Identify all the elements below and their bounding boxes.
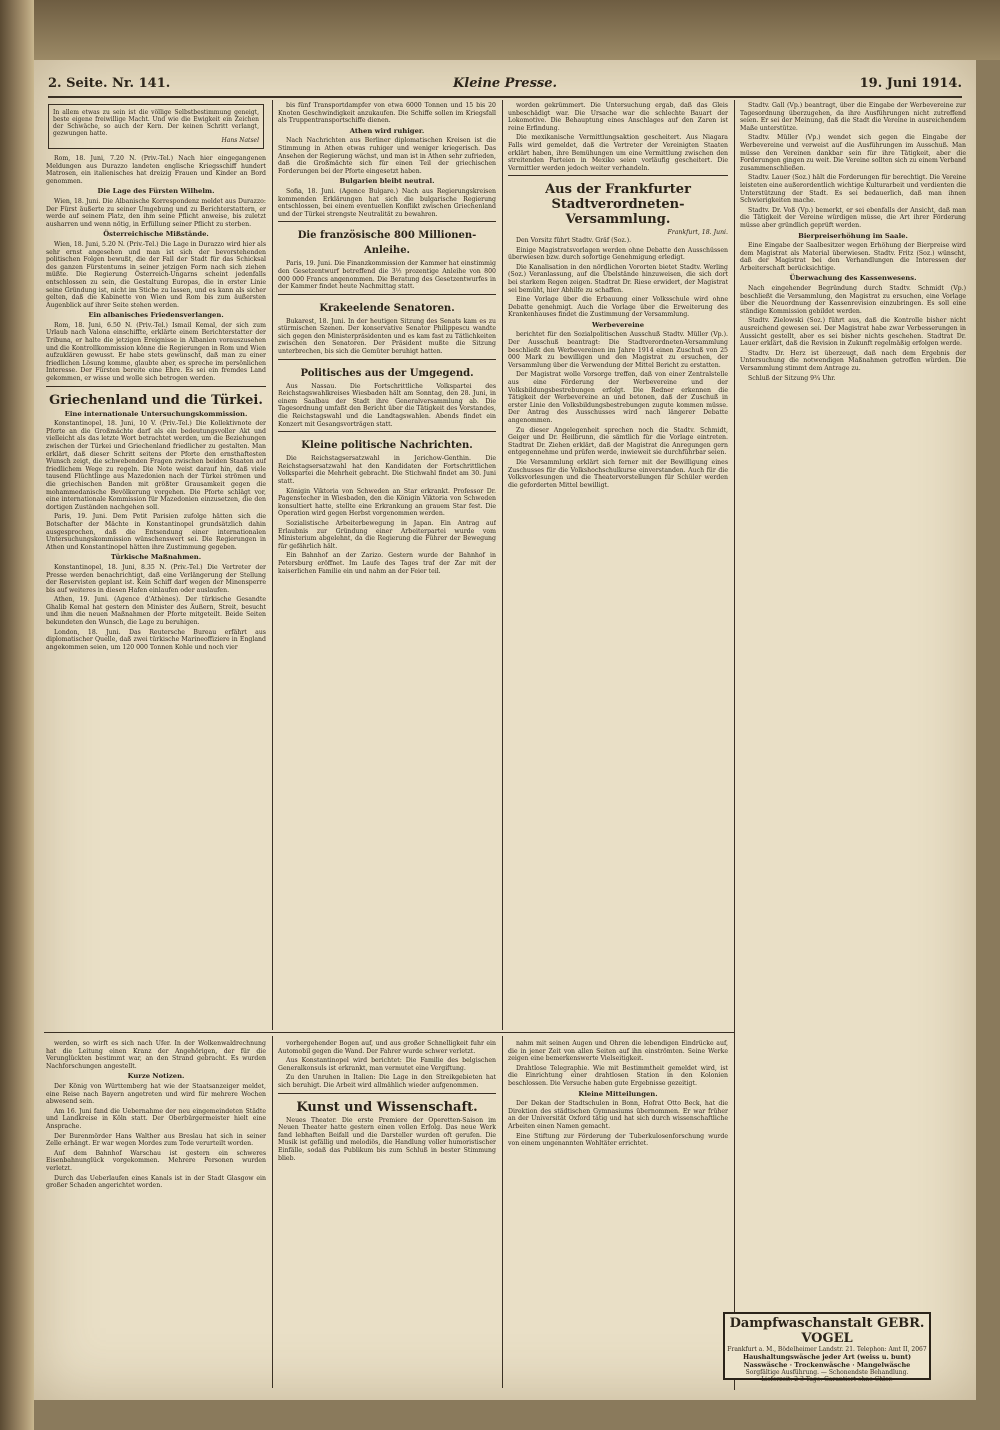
article-paragraph: Einige Magistratsvorlagen werden ohne Debatte den Ausschüssen überwiesen bzw. durch sofortige Genehmigung erledigt. xyxy=(508,246,728,262)
article-paragraph: Sofia, 18. Juni. (Agence Bulgare.) Nach aus Regierungskreisen kommenden Erklärungen hat sich die bulgarische Regierung entschlossen, bei einem eventuellen Konflikt zwischen Griechenland und der Türkei strengste Neutralität zu bewahren. xyxy=(278,187,496,218)
column-3 xyxy=(508,102,728,1030)
ad-line: Lieferzeit: 2-3 Tage. Garantiert ohne Chlor. xyxy=(761,1376,893,1383)
column-1 xyxy=(46,102,266,1030)
article-paragraph: Eine Vorlage über die Erbauung einer Volksschule wird ohne Debatte genehmigt. Auch die Vorlage über die Erweiterung des Krankenhauses findet die Zustimmung der Versammlung. xyxy=(508,296,728,319)
ad-line: Nasswäsche · Trockenwäsche · Mangelwäsche xyxy=(743,1361,911,1369)
article-paragraph: Wien, 18. Juni. Die Albanische Korrespondenz meldet aus Durazzo: Der Fürst äußerte zu seiner Umgebung und zu Berichterstattern, er werde auf seinem Platz, den ihm seine Pflicht anweise, bis zuletzt ausharren und wenn nötig, in Erfüllung seiner Pflicht zu sterben. xyxy=(46,197,266,228)
article-paragraph: Die mexikanische Vermittlungsaktion gescheitert. Aus Niagara Falls wird gemeldet, daß die Vertreter der Vereinigten Staaten erklärt haben, ihre Bemühungen um eine Vermittlung zwischen den streitenden Parteien in Mexiko seien vorläufig gescheitert. Die Vermittler werden jedoch weiter verhandeln. xyxy=(508,134,728,172)
article-subheading: Athen wird ruhiger. xyxy=(349,126,425,135)
article-paragraph: Stadtv. Gall (Vp.) beantragt, über die Eingabe der Werbevereine zur Tagesordnung überzugehen, da ihre Ausführungen nicht zutreffend seien. Er sei der Meinung, daß die Stadt die Vereine in ausreichendem Maße unterstütze. xyxy=(740,102,966,132)
divider xyxy=(278,1093,496,1094)
article-subheading: Bulgarien bleibt neutral. xyxy=(339,177,435,186)
article-paragraph: Die Versammlung erklärt sich ferner mit der Bewilligung eines Zuschusses für die Volkshochschulkurse einverstanden. Auch für die Volksvorlesungen und die Theatervorstellungen für Schüler werden die geforderten Mittel bewilligt. xyxy=(508,458,728,489)
article-paragraph: Schluß der Sitzung 9¾ Uhr. xyxy=(748,374,836,382)
article-paragraph: Stadtv. Müller (Vp.) wendet sich gegen die Eingabe der Werbevereine und verweist auf die Ausführungen im Ausschuß. Man müsse den Vereinen dankbar sein für ihre Tätigkeit, aber die Forderungen gingen zu weit. Die Vereine sollten sich zu einem Verband zusammenschließen. xyxy=(740,134,966,172)
bottom-column-3 xyxy=(508,1040,728,1388)
advertisement xyxy=(723,1312,931,1383)
article-subheading: Kleine Mitteilungen. xyxy=(578,1089,658,1098)
quote-text: In allem etwas zu sein ist die völlige Selbstbestimmung geneigt, beste eigene freiwillige Macht. Und wie die Ewigkeit ein Zeichen der Schwäche, so auch der Kern. Der keinen Schritt verlangt, gezwungen hatte. xyxy=(53,109,259,137)
article-paragraph: Die Kanalisation in den nördlichen Vororten bietet Stadtv. Werling (Soz.) Veranlassung, auf die Übelstände hinzuweisen, die sich dort bei starkem Regen zeigen. Stadtrat Dr. Riese erwidert, der Magistrat sei bemüht, hier Abhilfe zu schaffen. xyxy=(508,263,728,294)
article-paragraph: Aus Konstantinopel wird berichtet: Die Familie des belgischen Generalkonsuls ist erkrankt, man vermutet eine Vergiftung. xyxy=(278,1057,496,1072)
article-subheading: Kurze Notizen. xyxy=(127,1072,185,1081)
article-paragraph: Stadtv. Dr. Voß (Vp.) bemerkt, er sei ebenfalls der Ansicht, daß man die Tätigkeit der Vereine würdigen müsse, die Art ihrer Förderung müsse aber gründlich geprüft werden. xyxy=(740,206,966,229)
page-header xyxy=(48,74,962,98)
divider xyxy=(46,386,266,387)
article-paragraph: Neues Theater. Die erste Premiere der Operetten-Saison im Neuen Theater hatte gestern einen vollen Erfolg. Das neue Werk fand lebhaften Beifall und die Darsteller wurden oft gerufen. Die Musik ist gefällig und melodiös, die Handlung voller humoristischer Einfälle, sodaß das Publikum bis zum Schluß in bester Stimmung blieb. xyxy=(278,1116,496,1162)
column-2 xyxy=(278,102,496,1030)
article-paragraph: Am 16. Juni fand die Uebernahme der neu eingemeindeten Städte und Landkreise in Köln statt. Der Oberbürgermeister hielt eine Ansprache. xyxy=(46,1107,266,1130)
newspaper-page xyxy=(34,60,976,1400)
column-rule xyxy=(734,100,735,1390)
article-paragraph: Die Reichstagsersatzwahl in Jerichow-Genthin. Die Reichstagsersatzwahl hat den Kandidaten der Fortschrittlichen Volkspartei die Mehrheit gebracht. Die Stichwahl findet am 30. Juni statt. xyxy=(278,455,496,485)
article-paragraph: Wien, 18. Juni, 5.20 N. (Priv.-Tel.) Die Lage in Durazzo wird hier als sehr ernst angesehen und man ist sich der bevorstehenden politischen Folgen bewußt, die der Fall der Stadt für das Schicksal des ganzen Fürstentums in seiner jetzigen Form nach sich ziehen müßte. Die Regierung Österreich-Ungarns scheint jedenfalls entschlossen zu sein, die Gestaltung Europas, die in erster Linie seine Gründung ist, nicht im Stiche zu lassen, und es kann als sicher gelten, daß die Kabinette von Wien und Rom bis zum äußersten Augenblick auf ihrer Seite stehen werden. xyxy=(46,240,266,309)
article-paragraph: Der Burenmörder Hans Walther aus Breslau hat sich in seiner Zelle erhängt. Er war wegen Mordes zum Tode verurteilt worden. xyxy=(46,1132,266,1148)
article-paragraph: Sozialistische Arbeiterbewegung in Japan. Ein Antrag auf Erlaubnis zur Gründung einer Arbeiterpartei wurde vom Ministerium abgelehnt, da die Regierung die Führer der Bewegung für gefährlich hält. xyxy=(278,519,496,550)
article-paragraph: Konstantinopel, 18. Juni, 8.35 N. (Priv.-Tel.) Die Vertreter der Presse werden benachrichtigt, daß eine Verlängerung der Stellung der Reservisten geplant ist. Kein Schiff darf wegen der Minensperre bis auf weiteres in diesen Hafen einlaufen oder auslaufen. xyxy=(46,563,266,594)
article-paragraph: worden gekrümmert. Die Untersuchung ergab, daß das Gleis unbeschädigt war. Die Ursache war die schlechte Bauart der Lokomotive. Die Behauptung eines Anschlages auf den Zaren ist reine Erfindung. xyxy=(508,102,728,132)
article-paragraph: werden, so wirft es sich nach Ufer. In der Wolkenwaldrechnung hat die Leitung einen Kranz der Angehörigen, der für die Verunglückten bestimmt war, an den Strand gebracht. Es wurden Nachforschungen angestellt. xyxy=(46,1040,266,1070)
article-paragraph: berichtet für den Sozialpolitischen Ausschuß Stadtv. Müller (Vp.). Der Ausschuß beantragt: Die Stadtverordneten-Versammlung beschließt den Werbevereinen im Jahre 1914 einen Zuschuß von 25 000 Mark zu bewilligen und den Magistrat zu ersuchen, der Versammlung über die Verwendung der Mittel Bericht zu erstatten. xyxy=(508,331,728,369)
article-paragraph: Der Dekan der Stadtschulen in Bonn, Hofrat Otto Beck, hat die Direktion des städtischen Gymnasiums übernommen. Er war früher an der Universität Oxford tätig und hat sich durch wissenschaftliche Arbeiten einen Namen gemacht. xyxy=(508,1100,728,1130)
ad-title: Dampfwaschanstalt GEBR. VOGEL xyxy=(729,1316,925,1346)
article-paragraph: nahm mit seinen Augen und Ohren die lebendigen Eindrücke auf, die in jener Zeit von allen Seiten auf ihn einströmten. Seine Werke zeigen eine bemerkenswerte Vielseitigkeit. xyxy=(508,1040,728,1063)
newspaper-title: Kleine Presse. xyxy=(452,76,558,91)
quote-signature: Hans Natsel xyxy=(221,137,259,144)
article-paragraph: Rom, 18. Juni, 6.50 N. (Priv.-Tel.) Ismail Kemal, der sich zum Urlaub nach Valona einschiffte, erklärte einem Berichterstatter der Tribuna, er halte die jetzigen Ereignisse in Albanien vorauszusehen und die Kontrollkommission könne die Regierungen in Rom und Wien aufzuklären gewusst. Er habe stets gewünscht, daß man zu einer friedlichen Lösung komme, glaubte aber, es spreche im persönlichen Interesse. Der Fürsten bereite eine Ehre. Es sei ein fremdes Land gekommen, er wisse und wolle sich betrogen werden. xyxy=(46,321,266,383)
column-rule xyxy=(272,1036,273,1388)
section-heading: Aus der Frankfurter Stadtverordneten-Versammlung. xyxy=(545,182,691,228)
divider xyxy=(508,175,728,176)
divider xyxy=(278,294,496,295)
article-paragraph: Bukarest, 18. Juni. In der heutigen Sitzung des Senats kam es zu stürmischen Szenen. Der konservative Senator Philippescu wandte sich gegen den Ministerpräsidenten und es kam fast zu Tätlichkeiten zwischen den Senatoren. Der Präsident mußte die Sitzung unterbrechen, bis sich die Gemüter beruhigt hatten. xyxy=(278,317,496,356)
article-paragraph: bis fünf Transportdampfer von etwa 6000 Tonnen und 15 bis 20 Knoten Geschwindigkeit anzukaufen. Die Schiffe sollen im Kriegsfall als Truppentransportschiffe dienen. xyxy=(278,102,496,125)
article-paragraph: Zu dieser Angelegenheit sprechen noch die Stadtv. Schmidt, Geiger und Dr. Heilbrunn, die sämtlich für die Vorlage eintreten. Stadtrat Dr. Ziehen erklärt, daß der Magistrat die Anregungen gern entgegennehme und prüfen werde, inwieweit sie durchführbar seien. xyxy=(508,426,728,457)
article-paragraph: Königin Viktoria von Schweden an Star erkrankt. Professor Dr. Pagenstecher in Wiesbaden, den die Königin Viktoria von Schweden konsultiert hatte, stellte eine Erkrankung an grauem Star fest. Die Operation wird gegen Herbst vorgenommen werden. xyxy=(278,487,496,518)
article-subheading: Eine internationale Untersuchungskommission. xyxy=(64,409,248,418)
article-paragraph: Eine Stiftung zur Förderung der Tuberkulosenforschung wurde von einem ungenannten Wohltäter errichtet. xyxy=(508,1132,728,1148)
bottom-column-2 xyxy=(278,1040,496,1388)
article-paragraph: Stadtv. Lauer (Soz.) hält die Forderungen für berechtigt. Die Vereine leisteten eine außerordentlich wichtige Kulturarbeit und verdienten die Unterstützung der Stadt. Es sei bedauerlich, daß man ihnen Schwierigkeiten mache. xyxy=(740,174,966,205)
article-subheading: Österreichische Mißstände. xyxy=(103,230,209,239)
article-subheading: Überwachung des Kassenwesens. xyxy=(789,274,917,283)
article-paragraph: Ein Bahnhof an der Zarizo. Gestern wurde der Bahnhof in Petersburg eröffnet. Im Laufe des Tages traf der Zar mit der kaiserlichen Familie ein und nahm an der Feier teil. xyxy=(278,552,496,575)
article-paragraph: vorhergehender Bogen auf, und aus großer Schnelligkeit fuhr ein Automobil gegen die Wand. Der Fahrer wurde schwer verletzt. xyxy=(278,1040,496,1055)
section-rule xyxy=(44,1032,734,1033)
article-paragraph: Rom, 18. Juni, 7.20 N. (Priv.-Tel.) Nach hier eingegangenen Meldungen aus Durazzo landeten englische Kriegsschiff hundert Matrosen, ein italienisches hat dreizig Frauen und Kinder an Bord genommen. xyxy=(46,155,266,185)
dateline: Frankfurt, 18. Juni. xyxy=(667,229,728,237)
article-paragraph: Nach eingehender Begründung durch Stadtv. Schmidt (Vp.) beschließt die Versammlung, den Magistrat zu ersuchen, eine Vorlage über die Neuordnung der Kassenrevision einzubringen. Es soll eine ständige Kommission gebildet werden. xyxy=(740,285,966,315)
article-paragraph: Der König von Württemberg hat wie der Staatsanzeiger meldet, eine Reise nach Bayern angetreten und wird für mehrere Wochen abwesend sein. xyxy=(46,1082,266,1106)
section-heading: Griechenland und die Türkei. xyxy=(49,392,263,408)
section-heading: Die französische 800 Millionen-Anleihe. xyxy=(297,230,477,257)
article-subheading: Bierpreiserhöhung im Saale. xyxy=(798,231,908,240)
article-paragraph: Der Magistrat wolle Vorsorge treffen, daß von einer Zentralstelle aus eine Förderung der Werbevereine und der Volksbildungsbestrebungen erfolgt. Die Redner erkennen die Tätigkeit der Werbevereine an und betonen, daß der Zuschuß in erster Linie den Volksbildungsbestrebungen zugute kommen müsse. Der Antrag des Ausschusses wird nach längerer Debatte angenommen. xyxy=(508,371,728,424)
article-paragraph: Athen, 19. Juni. (Agence d'Athènes). Der türkische Gesandte Ghalib Kemal hat gestern den Minister des Äußern, Streit, besucht und ihm die neuen Maßnahmen der Pforte mitgeteilt. Beide Seiten bekundeten den Wunsch, die Lage zu beruhigen. xyxy=(46,596,266,627)
article-paragraph: Zu den Unruhen in Italien: Die Lage in den Streikgebieten hat sich beruhigt. Die Arbeit wird allmählich wieder aufgenommen. xyxy=(278,1074,496,1089)
page-number: 2. Seite. Nr. 141. xyxy=(48,76,171,91)
article-subheading: Ein albanisches Friedensverlangen. xyxy=(88,311,224,320)
article-paragraph: London, 18. Juni. Das Reutersche Bureau erfährt aus diplomatischer Quelle, daß zwei türkische Marineoffiziere in England angekommen seien, um 120 000 Tonnen Kohle und noch vier xyxy=(46,628,266,651)
article-paragraph: Paris, 19. Juni. Dem Petit Parisien zufolge hätten sich die Botschafter der Mächte in Konstantinopel grundsätzlich dahin ausgesprochen, daß die Entsendung einer internationalen Untersuchungskommission wünschenswert sei. Die Regierungen in Athen und Konstantinopel hätten ihre Zustimmung gegeben. xyxy=(46,513,266,551)
article-subheading: Türkische Maßnahmen. xyxy=(110,553,202,562)
article-paragraph: Stadtv. Dr. Herz ist überzeugt, daß nach dem Ergebnis der Untersuchung die notwendigen Maßnahmen getroffen würden. Die Versammlung stimmt dem Antrage zu. xyxy=(740,349,966,372)
section-heading: Politisches aus der Umgegend. xyxy=(300,367,474,379)
column-rule xyxy=(502,1036,503,1388)
book-binding xyxy=(0,0,34,1430)
ad-line: Sorgfältige Ausführung. — Schonendste Behandlung. xyxy=(745,1369,909,1376)
divider xyxy=(278,431,496,432)
page-top-shadow xyxy=(0,0,1000,60)
divider xyxy=(278,359,496,360)
column-rule xyxy=(272,100,273,1030)
section-heading: Kunst und Wissenschaft. xyxy=(296,1099,478,1115)
quote-box xyxy=(48,104,264,149)
article-subheading: Werbevereine xyxy=(591,320,645,329)
column-4 xyxy=(740,102,966,1312)
article-paragraph: Stadtv. Zielowski (Soz.) führt aus, daß die Kontrolle bisher nicht ausreichend gewesen sei. Der Magistrat habe zwar Verbesserungen in Aussicht gestellt, aber es sei bisher nichts geschehen. Stadtrat Dr. Lauer erklärt, daß die Revision in Zukunft regelmäßig erfolgen werde. xyxy=(740,317,966,348)
article-paragraph: Den Vorsitz führt Stadtv. Gräf (Soz.). xyxy=(516,236,632,244)
issue-date: 19. Juni 1914. xyxy=(859,76,962,91)
column-rule xyxy=(502,100,503,1030)
article-paragraph: Durch das Ueberlaufen eines Kanals ist in der Stadt Glasgow ein großer Schaden angerichtet worden. xyxy=(46,1174,266,1190)
divider xyxy=(278,221,496,222)
article-paragraph: Paris, 19. Juni. Die Finanzkommission der Kammer hat einstimmig den Gesetzentwurf betreffend die 3½ prozentige Anleihe von 800 000 000 Francs angenommen. Die Beratung des Gesetzentwurfes in der Kammer findet heute Nachmittag statt. xyxy=(278,260,496,291)
ad-address: Frankfurt a. M., Bödelheimer Landstr. 21. Telephon: Amt II, 2067 xyxy=(727,1346,927,1353)
bottom-column-1 xyxy=(46,1040,266,1388)
article-subheading: Die Lage des Fürsten Wilhelm. xyxy=(97,187,215,196)
article-paragraph: Drahtlose Telegraphie. Wie mit Bestimmtheit gemeldet wird, ist die Einrichtung einer drahtlosen Station in den Kolonien beschlossen. Die Versuche haben gute Ergebnisse gezeitigt. xyxy=(508,1064,728,1087)
section-heading: Krakeelende Senatoren. xyxy=(319,302,455,314)
section-heading: Kleine politische Nachrichten. xyxy=(301,440,473,452)
article-paragraph: Eine Eingabe der Saalbesitzer wegen Erhöhung der Bierpreise wird dem Magistrat als Material überwiesen. Stadtv. Fritz (Soz.) wünscht, daß der Magistrat bei den Verhandlungen die Interessen der Arbeiterschaft berücksichtige. xyxy=(740,242,966,272)
article-paragraph: Aus Nassau. Die Fortschrittliche Volkspartei des Reichstagswahlkreises Wiesbaden hält am Sonntag, den 28. Juni, in einem Saalbau der Stadt ihre Generalversammlung ab. Die Tagesordnung umfaßt den Bericht über die Tätigkeit des Vorstandes, die Reichstagswahl und die Landtagswahlen. Abends findet ein Konzert mit Gesangsvorträgen statt. xyxy=(278,382,496,428)
article-paragraph: Konstantinopel, 18. Juni, 10 V. (Priv.-Tel.) Die Kollektivnote der Pforte an die Großmächte darf als ein bedeutungsvoller Akt und vielleicht als das letzte Wort betrachtet werden, um die Beziehungen zwischen der Türkei und Griechenland friedlicher zu gestalten. Man erklärt, daß dieser Schritt seitens der Pforte den ernsthaftesten Wunsch zeigt, die schwebenden Fragen zwischen beiden Staaten auf friedlichem Wege zu regeln. Die Note weist darauf hin, daß viele tausend Flüchtlinge aus Mazedonien nach der Türkei strömen und die griechischen Banden mit größter Grausamkeit gegen die mohammedanische Bevölkerung vorgehen. Die Pforte schlägt vor, eine internationale Kommission für Mazedonien einzusetzen, die den dortigen Zuständen nachgehen soll. xyxy=(46,420,266,511)
ad-line: Haushaltungswäsche jeder Art (weiss u. bunt) xyxy=(742,1353,912,1361)
article-paragraph: Nach Nachrichten aus Berliner diplomatischen Kreisen ist die Stimmung in Athen etwas ruhiger und weniger kriegerisch. Das Ansehen der Regierung wächst, und man ist in Athen sehr zufrieden, daß die Großmächte sich für einen Teil der griechischen Forderungen bei der Pforte eingesetzt haben. xyxy=(278,137,496,175)
article-paragraph: Auf dem Bahnhof Warschau ist gestern ein schweres Eisenbahnunglück vorgekommen. Mehrere Personen wurden verletzt. xyxy=(46,1149,266,1172)
